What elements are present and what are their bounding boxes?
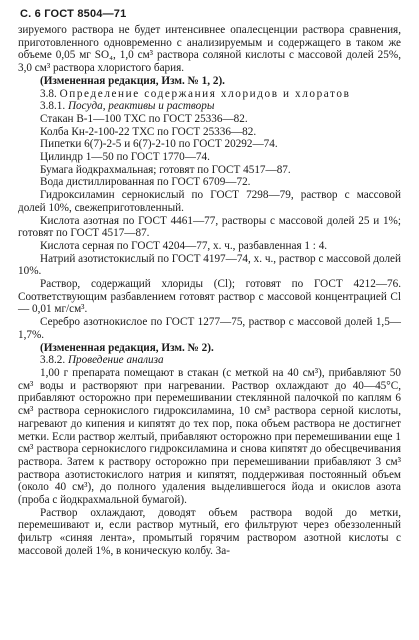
- section-3-8-2-number: 3.8.2.: [40, 354, 66, 367]
- section-3-8-title: Определение содержания хлоридов и хлоратов: [59, 87, 351, 100]
- section-3-8-number: 3.8.: [40, 87, 57, 100]
- list-item: Серебро азотнокислое по ГОСТ 1277—75, раствор с массовой долей 1,5—1,7%.: [18, 316, 401, 341]
- procedure-paragraph: 1,00 г препарата помещают в стакан (с меткой на 40 см³), прибавляют 50 см³ воды и растворяют при нагревании. Раствор охлаждают до 40—45°С, прибавляют осторожно при перемешивании стеклянной палочкой по каплям 6 см³ раствора сернокислого гидроксиламина, 10 см³ раствора серной кислоты, нагревают до кипения и кипятят до тех пор, пока объем раствора не достигнет метки. Если раствор желтый, прибавляют осторожно при перемешивании еще 1 см³ раствора сернокислого гидроксиламина и снова кипятят до обесцвечивания раствора. Затем к раствору осторожно при перемешивании прибавляют 3 см³ раствора азотистокислого натрия и кипятят, поддерживая постоянный объем (около 40 см³), до полного удаления выделившегося йода и окислов азота (проба с йодкрахмальной бумагой).: [18, 366, 401, 507]
- paragraph-continuation: зируемого раствора не будет интенсивнее опалесценции раствора сравнения, приготовленного одновременно с анализируемым и содержащего в таком же объеме 0,05 мг SO₄, 1,0 см³ раствора соляной кислоты с массовой долей 25%, 3,0 см³ раствора хлористого бария.: [18, 24, 401, 75]
- list-item: Гидроксиламин сернокислый по ГОСТ 7298—79, раствор с массовой долей 10%, свежеприготовленный.: [18, 189, 401, 214]
- section-3-8-heading: [18, 88, 401, 101]
- list-item: Кислота серная по ГОСТ 4204—77, х. ч., разбавленная 1 : 4.: [40, 239, 328, 252]
- list-item: Пипетки 6(7)-2-5 и 6(7)-2-10 по ГОСТ 20292—74.: [40, 138, 278, 151]
- list-item: Бумага йодкрахмальная; готовят по ГОСТ 4517—87.: [40, 163, 291, 176]
- section-3-8-1-heading: [18, 100, 401, 113]
- edit-note-2: (Измененная редакция, Изм. № 2).: [40, 341, 214, 354]
- section-3-8-1-number: 3.8.1.: [40, 100, 66, 113]
- edit-note-1: (Измененная редакция, Изм. № 1, 2).: [40, 74, 225, 87]
- list-item: Раствор, содержащий хлориды (Cl); готовят по ГОСТ 4212—76. Соответствующим разбавлением готовят раствор с массовой концентрацией Cl — 0,01 мг/см³.: [18, 278, 401, 316]
- procedure-paragraph: Раствор охлаждают, доводят объем раствора водой до метки, перемешивают и, если раствор мутный, его фильтруют через обеззоленный фильтр «синяя лента», промытый горячим раствором азотной кислоты с массовой долей 1%, в коническую колбу. За-: [18, 506, 401, 557]
- list-item: Цилиндр 1—50 по ГОСТ 1770—74.: [40, 151, 210, 164]
- section-3-8-1-title: Посуда, реактивы и растворы: [67, 100, 215, 113]
- section-3-8-2-heading: [18, 354, 401, 367]
- page-header: С. 6 ГОСТ 8504—71: [20, 8, 127, 20]
- list-item: Вода дистиллированная по ГОСТ 6709—72.: [40, 176, 251, 189]
- list-item: Кислота азотная по ГОСТ 4461—77, растворы с массовой долей 25 и 1%; готовят по ГОСТ 4517—87.: [18, 214, 401, 240]
- list-item: Стакан В-1—100 ТХС по ГОСТ 25336—82.: [40, 112, 248, 125]
- list-item: Колба Кн-2-100-22 ТХС по ГОСТ 25336—82.: [40, 125, 257, 138]
- list-item: Натрий азотистокислый по ГОСТ 4197—74, х. ч., раствор с массовой долей 10%.: [18, 252, 401, 278]
- section-3-8-2-title: Проведение анализа: [67, 354, 164, 367]
